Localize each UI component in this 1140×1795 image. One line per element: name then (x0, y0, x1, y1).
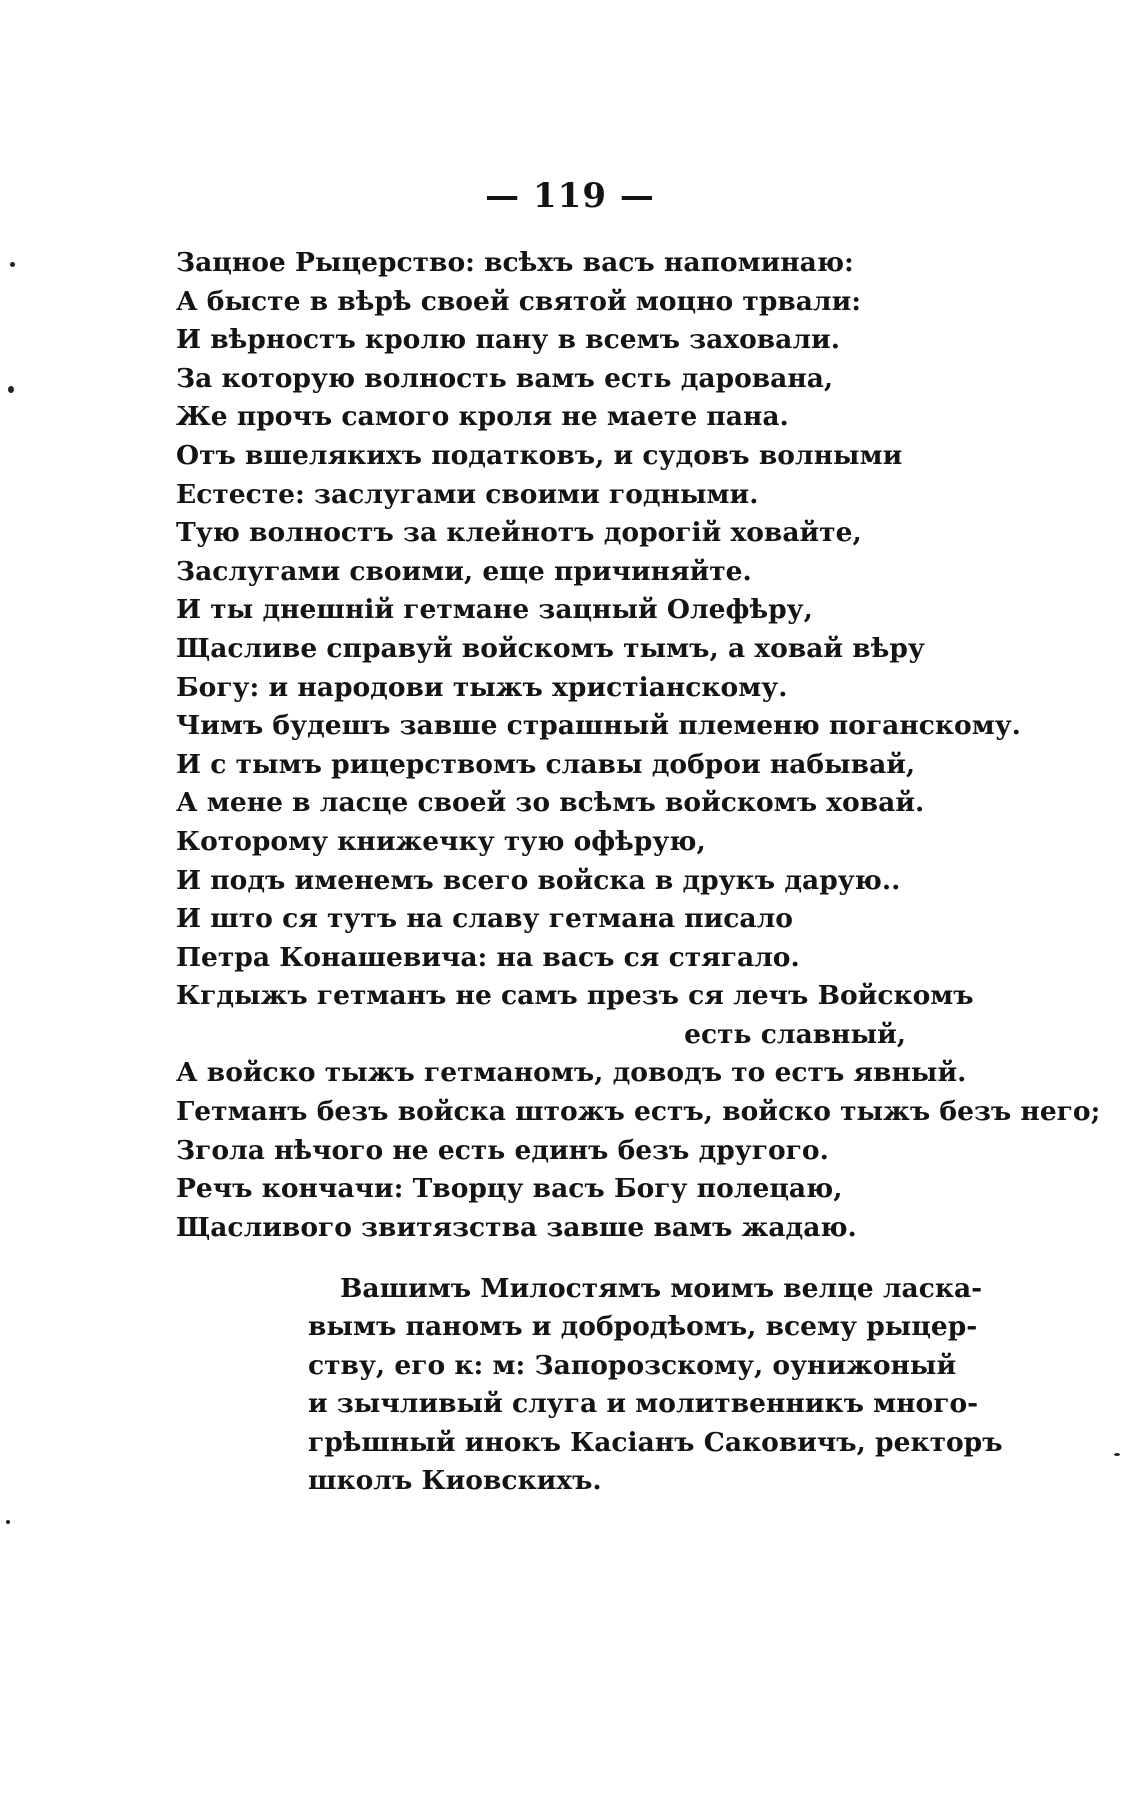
scan-speck (8, 386, 14, 393)
poem-line: Кгдыжъ гетманъ не самъ презъ ся лечъ Войскомъ (176, 980, 974, 1012)
poem-line: И вѣрностъ кролю пану в всемъ заховали. (176, 324, 840, 356)
signature-line: школъ Киовскихъ. (308, 1464, 602, 1496)
dedication-signature (308, 1270, 1003, 1500)
poem-line: И ты днешній гетмане зацный Олефѣру, (176, 594, 813, 626)
signature-line: вымъ паномъ и добродѣомъ, всему рыцер- (308, 1311, 978, 1343)
poem-line: И с тымъ рицерствомъ славы доброи набывай, (176, 748, 916, 780)
poem-line: Отъ вшелякихъ податковъ, и судовъ волными (176, 439, 903, 471)
poem-line: Речъ кончачи: Творцу васъ Богу полецаю, (176, 1173, 843, 1205)
scan-speck (1114, 1453, 1120, 1456)
poem-line: Богу: и народови тыжъ христіанскому. (176, 671, 788, 703)
signature-line: и зычливый слуга и молитвенникъ много- (308, 1388, 979, 1420)
poem-line: Тую волностъ за клейнотъ дорогій ховайте, (176, 517, 862, 549)
poem-line: Гетманъ безъ войска штожъ естъ, войско тыжъ безъ него; (176, 1096, 1101, 1128)
page-number: — 119 — (485, 176, 655, 216)
scan-speck (10, 262, 15, 267)
poem-line: И подъ именемъ всего войска в друкъ дарую.. (176, 864, 901, 896)
poem-line: Заслугами своими, еще причиняйте. (176, 555, 752, 587)
signature-line: грѣшный инокъ Касіанъ Саковичъ, ректоръ (308, 1426, 1003, 1458)
poem-line-continuation: есть славный, (684, 1018, 906, 1050)
poem-line: Же прочъ самого кроля не маете пана. (176, 401, 789, 433)
poem-line: Чимъ будешъ завше страшный племеню поганскому. (176, 710, 1021, 742)
poem-line: А мене в ласце своей зо всѣмъ войскомъ ховай. (176, 787, 925, 819)
poem-line: А бысте в вѣрѣ своей святой моцно трвали: (176, 285, 862, 317)
poem-line: Которому книжечку тую офѣрую, (176, 825, 706, 857)
poem-line: Щасливого звитязства завше вамъ жадаю. (176, 1211, 857, 1243)
poem (176, 244, 1101, 1247)
poem-line: За которую волность вамъ есть дарована, (176, 362, 834, 394)
poem-line: Естесте: заслугами своими годными. (176, 478, 759, 510)
signature-line: Вашимъ Милостямъ моимъ велце ласка- (340, 1273, 983, 1304)
poem-line: И што ся тутъ на славу гетмана писало (176, 903, 793, 935)
poem-line: Щасливе справуй войскомъ тымъ, а ховай вѣру (176, 632, 925, 664)
poem-line: Згола нѣчого не есть единъ безъ другого. (176, 1134, 829, 1166)
poem-line: Петра Конашевича: на васъ ся стягало. (176, 941, 800, 973)
scan-speck (6, 1520, 10, 1524)
poem-line: Зацное Рыцерство: всѣхъ васъ напоминаю: (176, 247, 854, 278)
poem-line: А войско тыжъ гетманомъ, доводъ то естъ явный. (176, 1057, 967, 1089)
signature-line: ству, его к: м: Запорозскому, оунижоный (308, 1349, 957, 1381)
